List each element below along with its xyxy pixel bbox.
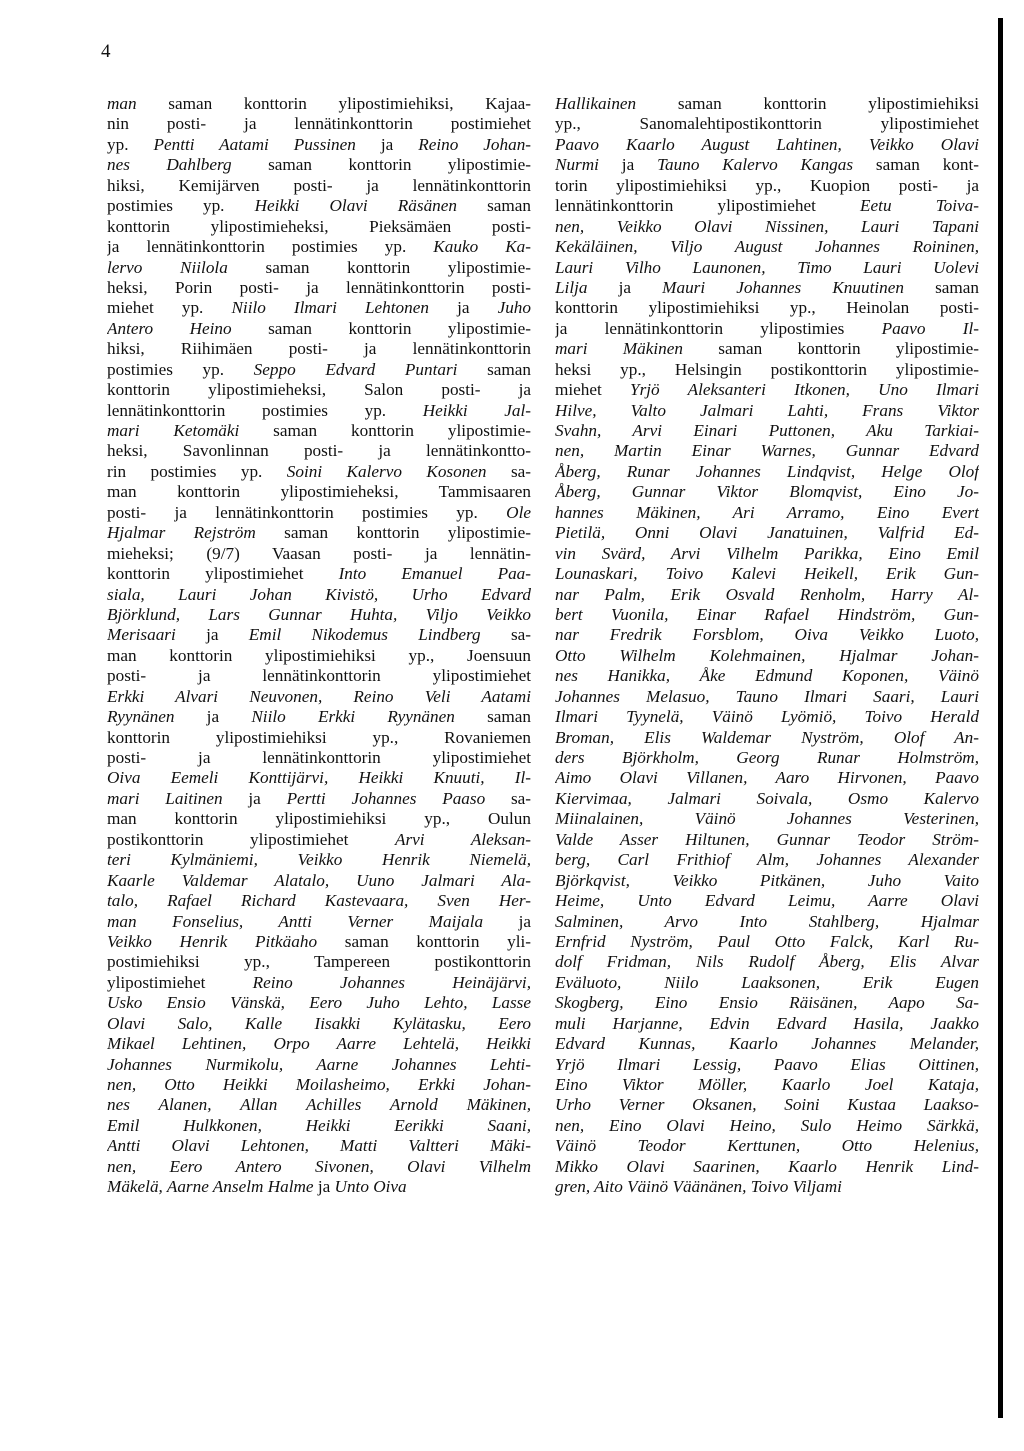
body-text: ja: [313, 1177, 335, 1197]
right-column-line: [555, 319, 979, 339]
body-text: ja: [483, 911, 531, 931]
left-column-line: [107, 1116, 531, 1136]
name-text: hannes Mäkinen, Ari Arramo, Eino Evert: [555, 502, 979, 522]
right-column-line: [555, 1075, 979, 1095]
name-text: Yrjö Aleksanteri Itkonen, Uno Ilmari: [630, 380, 979, 400]
name-text: nes Dahlberg: [107, 155, 232, 175]
left-column-line: [107, 605, 531, 625]
right-column-line: [555, 462, 979, 482]
body-text: saman konttorin ylipostimie-: [255, 523, 531, 543]
name-text: dolf Fridman, Nils Rudolf Åberg, Elis Alvar: [555, 952, 979, 972]
left-column-line: [107, 503, 531, 523]
name-text: lervo Niilola: [107, 257, 228, 277]
name-text: nes Hanikka, Åke Edmund Koponen, Väinö: [555, 666, 979, 686]
name-text: Antero Heino: [107, 318, 232, 338]
body-text: saman konttorin ylipostimie-: [682, 339, 979, 359]
left-column-line: [107, 707, 531, 727]
body-text: man konttorin ylipostimieheksi, Tammisaaren: [107, 482, 531, 502]
left-column-line: [107, 850, 531, 870]
name-text: Eino Viktor Möller, Kaarlo Joel Kataja,: [555, 1075, 979, 1094]
right-column-line: [555, 155, 979, 175]
name-text: nes Alanen, Allan Achilles Arnold Mäkinen,: [107, 1095, 531, 1115]
name-text: talo, Rafael Richard Kastevaara, Sven Her-: [107, 891, 531, 911]
name-text: Tauno Kalervo Kangas: [657, 155, 854, 175]
right-column-line: [555, 1034, 979, 1054]
body-text: ja: [587, 277, 663, 297]
name-text: Johannes Melasuo, Tauno Ilmari Saari, Lauri: [555, 686, 979, 706]
right-column-line: [555, 789, 979, 809]
right-column-line: [555, 401, 979, 421]
left-column-line: [107, 360, 531, 380]
right-column-line: [555, 748, 979, 768]
body-text: postikonttorin ylipostimiehet: [107, 829, 395, 849]
name-text: Lauri Vilho Launonen, Timo Lauri Uolevi: [555, 257, 979, 277]
name-text: Into Emanuel Paa-: [338, 564, 531, 584]
body-text: saman konttorin ylipostimie-: [231, 155, 531, 175]
right-column-line: [555, 482, 979, 502]
name-text: Johannes Nurmikolu, Aarne Johannes Lehti-: [107, 1054, 531, 1074]
body-text: konttorin ylipostimiehiksi yp., Heinolan posti-: [555, 298, 979, 318]
name-text: Pentti Aatami Pussinen: [153, 134, 356, 154]
right-column-line: [555, 135, 979, 155]
left-column-line: [107, 544, 531, 564]
page-edge-rule: [998, 18, 1003, 1418]
right-column-line: [555, 380, 979, 400]
left-column-line: [107, 482, 531, 502]
body-text: heksi, Savonlinnan posti- ja lennätinkontto-: [107, 441, 531, 461]
left-column-line: [107, 421, 531, 441]
body-text: saman konttorin ylipostimiehiksi, Kajaa-: [136, 94, 531, 113]
name-text: mari Laitinen: [107, 788, 223, 808]
left-column-line: [107, 564, 531, 584]
page-number: 4: [101, 41, 111, 62]
name-text: Antti Olavi Lehtonen, Matti Valtteri Mäki-: [107, 1136, 531, 1156]
name-text: Mikko Olavi Saarinen, Kaarlo Henrik Lind-: [555, 1156, 979, 1176]
name-text: Pertti Johannes Paaso: [286, 788, 486, 808]
body-text: miehet: [555, 380, 631, 400]
left-column-line: [107, 462, 531, 482]
name-text: Kaarle Valdemar Alatalo, Uuno Jalmari Ala-: [107, 870, 531, 890]
body-text: konttorin ylipostimieheksi, Salon posti- ja: [107, 380, 531, 400]
name-text: Hjalmar Rejström: [107, 523, 256, 543]
right-column-line: [555, 809, 979, 829]
left-column-line: [107, 258, 531, 278]
name-text: Unto Oiva: [334, 1177, 407, 1197]
body-text: konttorin ylipostimiehet: [107, 564, 339, 584]
name-text: Lilja: [555, 277, 588, 297]
left-column-line: [107, 401, 531, 421]
body-text: saman konttorin ylipostimiehiksi: [636, 94, 979, 113]
body-text: ylipostimiehet: [107, 972, 253, 992]
right-column-line: [555, 1014, 979, 1034]
body-text: saman: [456, 196, 531, 216]
right-column-line: [555, 278, 979, 298]
name-text: Ilmari Tyynelä, Väinö Lyömiö, Toivo Herald: [555, 707, 979, 727]
right-column-line: [555, 850, 979, 870]
body-text: sa-: [480, 625, 531, 645]
body-text: saman kont-: [853, 155, 979, 175]
name-text: man Fonselius, Antti Verner Maijala: [107, 911, 484, 931]
right-column-line: [555, 1095, 979, 1115]
right-column-line: [555, 625, 979, 645]
name-text: Emil Hulkkonen, Heikki Eerikki Saani,: [107, 1115, 531, 1135]
body-text: konttorin ylipostimieheksi, Pieksämäen posti-: [107, 216, 531, 236]
left-column-line: [107, 748, 531, 768]
name-text: nar Fredrik Forsblom, Oiva Veikko Luoto,: [555, 625, 979, 645]
name-text: Valde Asser Hiltunen, Gunnar Teodor Ström-: [555, 829, 979, 849]
name-text: Björklund, Lars Gunnar Huhta, Viljo Veikko: [107, 604, 531, 624]
name-text: Arvi Aleksan-: [394, 829, 531, 849]
name-text: man: [107, 94, 137, 113]
name-text: Mauri Johannes Knuutinen: [662, 277, 904, 297]
right-column-line: [555, 196, 979, 216]
body-text: saman konttorin ylipostimie-: [239, 421, 531, 440]
left-column-line: [107, 523, 531, 543]
body-text: saman konttorin yli-: [317, 931, 531, 951]
right-column-line: [555, 973, 979, 993]
body-text: saman konttorin ylipostimie-: [231, 318, 531, 338]
left-column-line: [107, 1095, 531, 1115]
right-column-line: [555, 646, 979, 666]
left-column-line: [107, 952, 531, 972]
body-text: torin ylipostimiehiksi yp., Kuopion posti- ja: [555, 175, 979, 195]
right-column-line: [555, 114, 979, 134]
name-text: nen, Otto Heikki Moilasheimo, Erkki Johan-: [107, 1075, 531, 1094]
name-text: Reino Johan-: [418, 134, 531, 154]
right-column-line: [555, 421, 979, 441]
body-text: posti- ja lennätinkonttorin postimies yp.: [107, 502, 507, 522]
name-text: Väinö Teodor Kerttunen, Otto Helenius,: [555, 1136, 979, 1156]
body-text: ja: [355, 134, 419, 154]
left-column-line: [107, 155, 531, 175]
name-text: Åberg, Gunnar Viktor Blomqvist, Eino Jo-: [555, 482, 979, 502]
left-column: [107, 94, 531, 1198]
right-column-line: [555, 932, 979, 952]
body-text: heksi yp., Helsingin postikonttorin ylipostimie-: [555, 359, 979, 379]
left-column-line: [107, 217, 531, 237]
name-text: ders Björkholm, Georg Runar Holmström,: [555, 748, 979, 767]
name-text: Björkqvist, Veikko Pitkänen, Juho Vaito: [555, 870, 979, 890]
body-text: saman konttorin ylipostimie-: [227, 257, 531, 277]
body-text: mieheksi; (9/7) Vaasan posti- ja lennätin-: [107, 543, 531, 563]
body-text: postimies yp.: [107, 359, 254, 379]
name-text: nar Palm, Erik Osvald Renholm, Harry Al-: [555, 584, 979, 604]
body-text: ja: [598, 155, 658, 175]
name-text: Urho Verner Oksanen, Soini Kustaa Laakso-: [555, 1095, 979, 1115]
left-column-line: [107, 1034, 531, 1054]
right-column-line: [555, 993, 979, 1013]
right-column-line: [555, 585, 979, 605]
left-column-line: [107, 237, 531, 257]
body-text: yp., Sanomalehtipostikonttorin ylipostimiehet: [555, 114, 979, 134]
left-column-line: [107, 1177, 531, 1197]
body-text: ja: [175, 625, 249, 645]
body-text: ja lennätinkonttorin ylipostimies: [555, 318, 882, 338]
name-text: Heikki Jal-: [422, 400, 531, 420]
name-text: Yrjö Ilmari Lessig, Paavo Elias Oittinen,: [555, 1054, 979, 1074]
name-text: Ole: [506, 502, 531, 522]
left-column-line: [107, 625, 531, 645]
left-column-line: [107, 1014, 531, 1034]
name-text: Veikko Henrik Pitkäaho: [107, 931, 318, 951]
left-column-line: [107, 973, 531, 993]
left-column-line: [107, 339, 531, 359]
name-text: Paavo Il-: [881, 318, 979, 338]
body-text: postimies yp.: [107, 196, 255, 216]
left-column-line: [107, 891, 531, 911]
left-column-line: [107, 789, 531, 809]
left-column-line: [107, 585, 531, 605]
name-text: nen, Veikko Olavi Nissinen, Lauri Tapani: [555, 216, 979, 236]
body-text: ja lennätinkonttorin postimies yp.: [107, 237, 434, 257]
body-text: ja: [428, 298, 498, 318]
name-text: Svahn, Arvi Einari Puttonen, Aku Tarkiai-: [555, 421, 979, 440]
left-column-line: [107, 1136, 531, 1156]
right-column-line: [555, 1116, 979, 1136]
right-column-line: [555, 768, 979, 788]
body-text: sa-: [485, 788, 531, 808]
name-text: Kiervimaa, Jalmari Soivala, Osmo Kalervo: [555, 788, 979, 808]
body-text: rin postimies yp.: [107, 461, 287, 481]
body-text: saman: [903, 277, 979, 297]
name-text: Seppo Edvard Puntari: [253, 359, 458, 379]
right-column-line: [555, 339, 979, 359]
right-column-line: [555, 707, 979, 727]
name-text: Ryynänen: [107, 707, 175, 727]
body-text: heksi, Porin posti- ja lennätinkonttorin posti-: [107, 277, 531, 297]
body-text: miehet yp.: [107, 298, 232, 318]
name-text: Niilo Erkki Ryynänen: [251, 707, 455, 727]
right-column-line: [555, 176, 979, 196]
name-text: Mikael Lehtinen, Orpo Aarre Lehtelä, Heikki: [107, 1034, 531, 1054]
left-column-line: [107, 114, 531, 134]
body-text: yp.: [107, 134, 154, 154]
left-column-line: [107, 380, 531, 400]
right-column-line: [555, 258, 979, 278]
name-text: Erkki Alvari Neuvonen, Reino Veli Aatami: [107, 686, 531, 706]
name-text: Oiva Eemeli Konttijärvi, Heikki Knuuti, Il-: [107, 768, 531, 788]
name-text: Soini Kalervo Kosonen: [286, 461, 487, 481]
left-column-line: [107, 666, 531, 686]
right-column-line: [555, 605, 979, 625]
left-column-line: [107, 830, 531, 850]
name-text: bert Vuonila, Einar Rafael Hindström, Gun-: [555, 604, 979, 624]
body-text: lennätinkonttorin ylipostimiehet: [555, 196, 861, 216]
left-column-line: [107, 768, 531, 788]
right-column-line: [555, 360, 979, 380]
body-text: ja: [174, 707, 252, 727]
name-text: Eetu Toiva-: [860, 196, 979, 216]
right-column-line: [555, 523, 979, 543]
name-text: Nurmi: [555, 155, 599, 175]
name-text: Usko Ensio Vänskä, Eero Juho Lehto, Lasse: [107, 993, 531, 1013]
left-column-line: [107, 728, 531, 748]
name-text: Miinalainen, Väinö Johannes Vesterinen,: [555, 809, 979, 829]
left-column-line: [107, 135, 531, 155]
left-column-line: [107, 871, 531, 891]
left-column-line: [107, 809, 531, 829]
left-column-line: [107, 912, 531, 932]
left-column-line: [107, 1055, 531, 1075]
left-column-line: [107, 441, 531, 461]
right-column: [555, 94, 979, 1198]
right-column-line: [555, 952, 979, 972]
name-text: nen, Martin Einar Warnes, Gunnar Edvard: [555, 441, 979, 461]
name-text: berg, Carl Frithiof Alm, Johannes Alexander: [555, 850, 979, 870]
left-column-line: [107, 1075, 531, 1095]
body-text: konttorin ylipostimiehiksi yp., Rovaniemen: [107, 727, 531, 747]
right-column-line: [555, 666, 979, 686]
body-text: posti- ja lennätinkonttorin ylipostimiehet: [107, 748, 531, 767]
name-text: Hallikainen: [555, 94, 637, 113]
name-text: nen, Eino Olavi Heino, Sulo Heimo Särkkä,: [555, 1115, 979, 1135]
name-text: Juho: [497, 298, 531, 318]
name-text: Emil Nikodemus Lindberg: [248, 625, 481, 645]
name-text: vin Svärd, Arvi Vilhelm Parikka, Eino Emil: [555, 543, 979, 563]
left-column-line: [107, 94, 531, 114]
right-column-line: [555, 1136, 979, 1156]
right-column-line: [555, 912, 979, 932]
name-text: Skogberg, Eino Ensio Räisänen, Aapo Sa-: [555, 993, 979, 1013]
name-text: Kauko Ka-: [433, 237, 531, 257]
right-column-line: [555, 1055, 979, 1075]
right-column-line: [555, 728, 979, 748]
name-text: nen, Eero Antero Sivonen, Olavi Vilhelm: [107, 1156, 531, 1176]
name-text: Aimo Olavi Villanen, Aaro Hirvonen, Paavo: [555, 768, 979, 788]
right-column-line: [555, 298, 979, 318]
name-text: Kekäläinen, Viljo August Johannes Roininen,: [555, 237, 979, 257]
right-column-line: [555, 237, 979, 257]
body-text: hiksi, Kemijärven posti- ja lennätinkonttorin: [107, 175, 531, 195]
left-column-line: [107, 196, 531, 216]
name-text: Olavi Salo, Kalle Iisakki Kylätasku, Eero: [107, 1013, 531, 1033]
right-column-line: [555, 1177, 979, 1197]
body-text: ja: [222, 788, 287, 808]
left-column-line: [107, 993, 531, 1013]
right-column-line: [555, 871, 979, 891]
right-column-line: [555, 687, 979, 707]
right-column-line: [555, 891, 979, 911]
left-column-line: [107, 687, 531, 707]
body-text: postimiehiksi yp., Tampereen postikonttorin: [107, 952, 531, 972]
name-text: gren, Aito Väinö Väänänen, Toivo Viljami: [555, 1177, 842, 1197]
name-text: Eväluoto, Niilo Laaksonen, Erik Eugen: [555, 972, 979, 992]
left-column-line: [107, 298, 531, 318]
left-column-line: [107, 278, 531, 298]
body-text: posti- ja lennätinkonttorin ylipostimiehet: [107, 666, 531, 686]
right-column-line: [555, 503, 979, 523]
body-text: man konttorin ylipostimiehiksi yp., Joensuun: [107, 645, 531, 665]
left-column-line: [107, 646, 531, 666]
name-text: Salminen, Arvo Into Stahlberg, Hjalmar: [555, 911, 979, 931]
name-text: Merisaari: [107, 625, 176, 645]
left-column-line: [107, 319, 531, 339]
name-text: Reino Johannes Heinäjärvi,: [252, 972, 531, 992]
name-text: mari Mäkinen: [555, 339, 683, 359]
left-column-line: [107, 932, 531, 952]
name-text: Paavo Kaarlo August Lahtinen, Veikko Olavi: [555, 134, 979, 154]
name-text: Heime, Unto Edvard Leimu, Aarre Olavi: [555, 891, 979, 911]
right-column-line: [555, 441, 979, 461]
body-text: sa-: [486, 461, 531, 481]
right-column-line: [555, 830, 979, 850]
body-text: hiksi, Riihimäen posti- ja lennätinkonttorin: [107, 339, 531, 359]
body-text: man konttorin ylipostimiehiksi yp., Oulun: [107, 809, 531, 829]
right-column-line: [555, 94, 979, 114]
name-text: Heikki Olavi Räsänen: [254, 196, 457, 216]
body-text: saman: [457, 359, 531, 379]
right-column-line: [555, 217, 979, 237]
right-column-line: [555, 564, 979, 584]
name-text: Otto Wilhelm Kolehmainen, Hjalmar Johan-: [555, 645, 979, 665]
name-text: Niilo Ilmari Lehtonen: [231, 298, 429, 318]
body-text: nin posti- ja lennätinkonttorin postimiehet: [107, 114, 531, 134]
name-text: mari Ketomäki: [107, 421, 240, 440]
name-text: teri Kylmäniemi, Veikko Henrik Niemelä,: [107, 850, 531, 870]
body-text: lennätinkonttorin postimies yp.: [107, 400, 423, 420]
left-column-line: [107, 1157, 531, 1177]
name-text: Broman, Elis Waldemar Nyström, Olof An-: [555, 727, 979, 747]
name-text: Åberg, Runar Johannes Lindqvist, Helge Olof: [555, 461, 979, 481]
name-text: Mäkelä, Aarne Anselm Halme: [107, 1177, 314, 1197]
name-text: Pietilä, Onni Olavi Janatuinen, Valfrid Ed-: [555, 523, 979, 543]
name-text: siala, Lauri Johan Kivistö, Urho Edvard: [107, 584, 531, 604]
name-text: Lounaskari, Toivo Kalevi Heikell, Erik Gun-: [555, 564, 979, 584]
name-text: Hilve, Valto Jalmari Lahti, Frans Viktor: [555, 400, 979, 420]
body-text: saman: [454, 707, 531, 727]
name-text: Edvard Kunnas, Kaarlo Johannes Melander,: [555, 1034, 979, 1054]
right-column-line: [555, 544, 979, 564]
right-column-line: [555, 1157, 979, 1177]
name-text: Ernfrid Nyström, Paul Otto Falck, Karl Ru-: [555, 931, 979, 951]
name-text: muli Harjanne, Edvin Edvard Hasila, Jaakko: [555, 1013, 979, 1033]
left-column-line: [107, 176, 531, 196]
